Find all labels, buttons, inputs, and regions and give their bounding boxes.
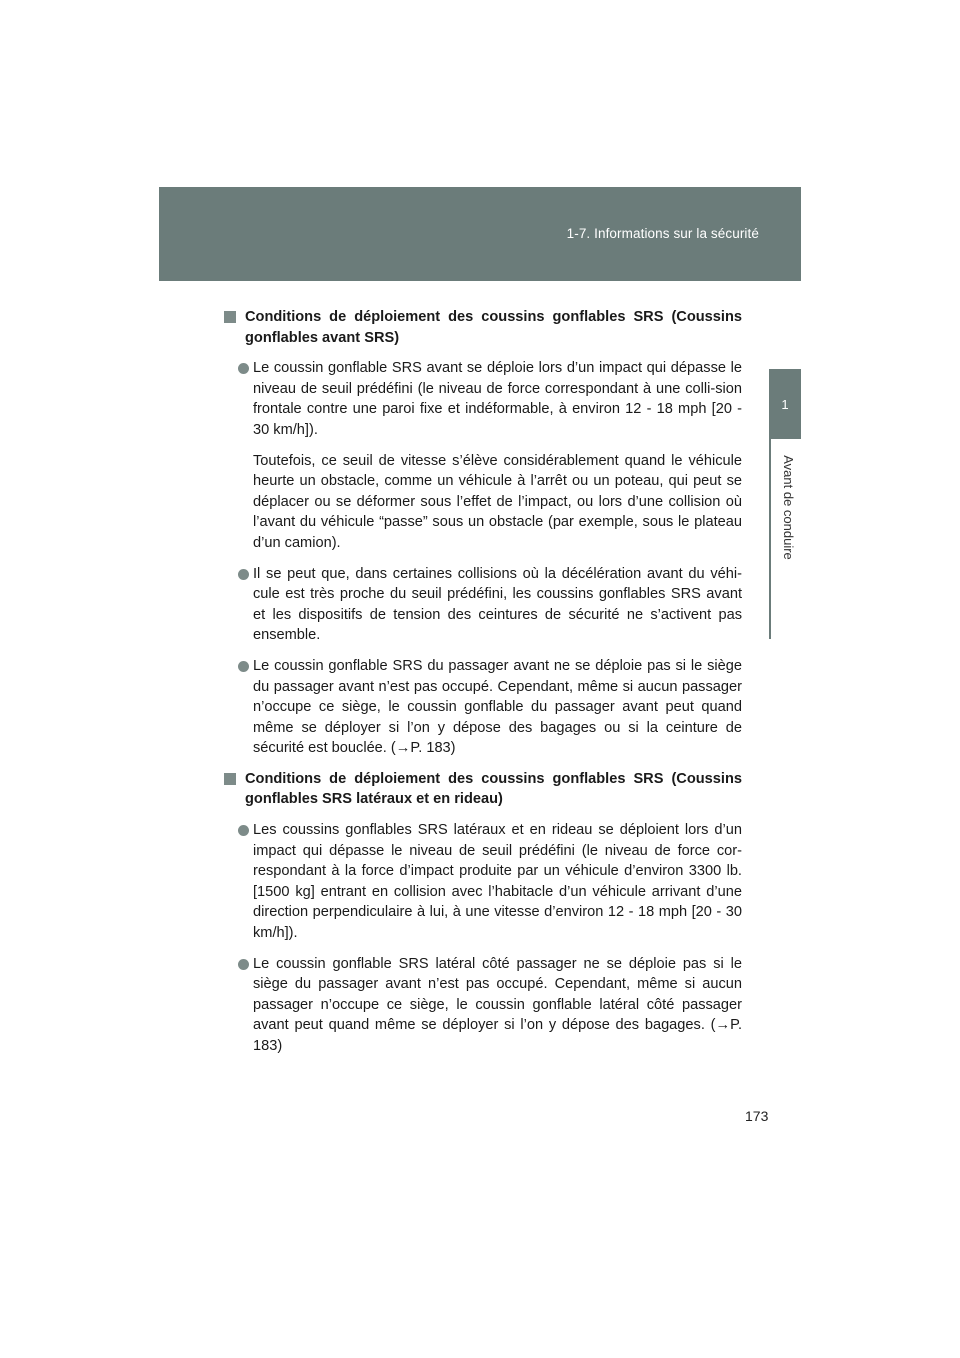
list-item-text: Le coussin gonflable SRS latéral côté passager ne se déploie pas si le siège du passager avant n’est pas occupé. Cependant, même si aucun passager n’occupe ce siège, le coussin gonflable latéral côté passager avant peut quand même se déployer si l’on y dépose des bagages. (→P. 183) [253, 955, 742, 1054]
round-bullet-icon [238, 959, 249, 970]
page-content [222, 307, 742, 1067]
chapter-tab-number: 1 [769, 369, 801, 439]
round-bullet-icon [238, 569, 249, 580]
section-title-side-curtain-airbags [222, 769, 742, 810]
round-bullet-icon [238, 825, 249, 836]
list-item-continuation: Toutefois, ce seuil de vitesse s’élève considérablement quand le véhicule heurte un obstacle, comme un véhicule à l’arrêt ou un poteau, qui peut se déplacer ou se déformer sous l’effet de l’impact, ou lors d’une collision où l’avant du véhicule “passe” sous un obstacle (par exemple, sous le plateau d’un camion). [253, 452, 742, 551]
list-item-text: Le coussin gonflable SRS avant se déploie lors d’un impact qui dépasse le niveau de seuil prédéfini (le niveau de force correspondant à une colli-sion frontale contre une paroi fixe et indéformable, à environ 12 - 18 mph [20 - 30 km/h]). [253, 360, 742, 438]
list-item-text: Le coussin gonflable SRS du passager avant ne se déploie pas si le siège du passager avant n’est pas occupé. Cependant, même si aucun passager n’occupe ce siège, le coussin gonflable du passager avant peut quand même se déployer si l’on y dépose des bagages ou si la ceinture de sécurité est bouclée. (→P. 183) [253, 657, 742, 757]
list-item [222, 954, 742, 1057]
section-title-front-airbags [222, 307, 742, 348]
chapter-tab-line [769, 439, 771, 639]
chapter-title: Avant de conduire [780, 454, 796, 560]
list-item [222, 564, 742, 646]
list-item [222, 358, 742, 440]
chapter-tab-label [777, 447, 799, 567]
list-item-text: Il se peut que, dans certaines collisions où la décélération avant du véhi-cule est très proche du seuil prédéfini, les coussins gonflables SRS avant et les dispositifs de tension des ceintures de sécurité ne s’activent pas ensemble. [253, 565, 742, 644]
round-bullet-icon [238, 363, 249, 374]
page-number: 173 [745, 1108, 769, 1124]
list-item [222, 820, 742, 944]
square-bullet-icon [224, 773, 236, 785]
list-item-text: Les coussins gonflables SRS latéraux et en rideau se déploient lors d’un impact qui dépasse le niveau de seuil prédéfini (le niveau de force cor-respondant à la force d’impact produite par un véhicule d’environ 3300 lb. [1500 kg] entrant en collision avec l’habitacle d’un véhicule arrivant d’une direction perpendiculaire à lui, à une vitesse d’environ 12 - 18 mph [20 - 30 km/h]). [253, 822, 742, 942]
section-heading: 1-7. Informations sur la sécurité [566, 226, 759, 241]
section-title-text: Conditions de déploiement des coussins gonflables SRS (Coussins gonflables avant SRS) [245, 309, 742, 346]
header-band [159, 187, 801, 281]
section-title-text: Conditions de déploiement des coussins gonflables SRS (Coussins gonflables SRS latéraux et en rideau) [245, 770, 742, 808]
round-bullet-icon [238, 661, 249, 672]
square-bullet-icon [224, 311, 236, 323]
list-item [222, 656, 742, 759]
